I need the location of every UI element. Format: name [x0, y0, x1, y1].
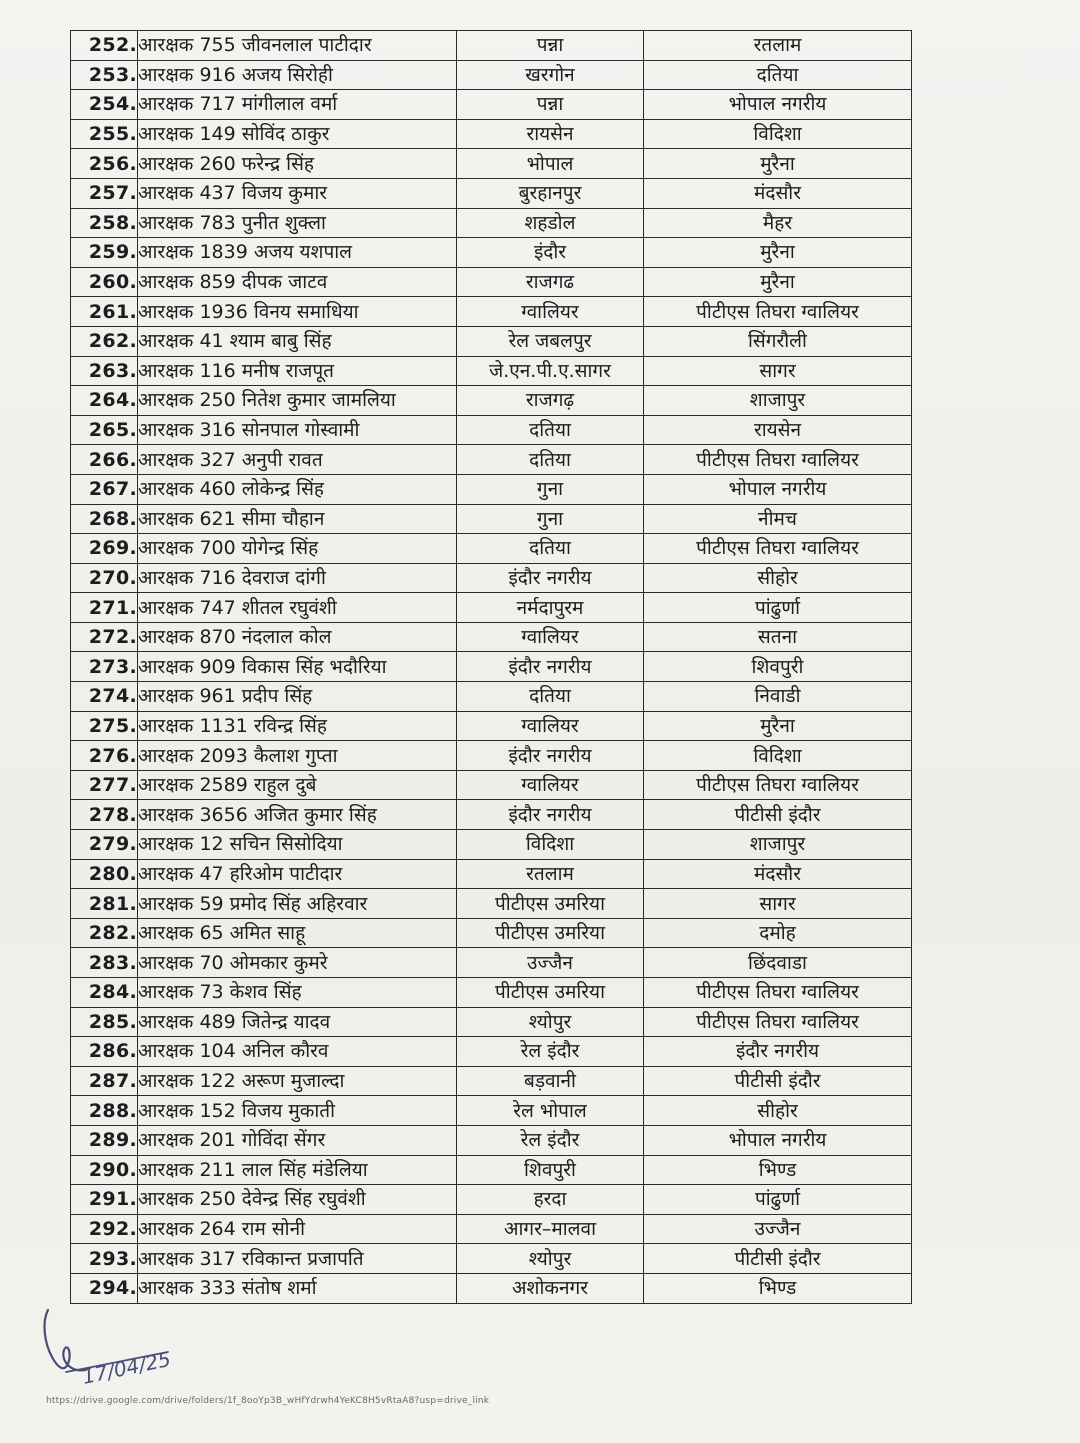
from-location: ग्वालियर — [457, 711, 644, 741]
serial-number: 290. — [71, 1155, 138, 1185]
from-location: रेल इंदौर — [457, 1125, 644, 1155]
to-location: मुरैना — [644, 267, 912, 297]
to-location: पांढुर्णा — [644, 1185, 912, 1215]
constable-name: आरक्षक 460 लोकेन्द्र सिंह — [138, 474, 457, 504]
table-row — [71, 60, 912, 90]
serial-number: 278. — [71, 800, 138, 830]
table-row — [71, 652, 912, 682]
table-row — [71, 741, 912, 771]
to-location: सीहोर — [644, 1096, 912, 1126]
serial-number: 293. — [71, 1244, 138, 1274]
table-row — [71, 1007, 912, 1037]
constable-name: आरक्षक 716 देवराज दांगी — [138, 563, 457, 593]
serial-number: 276. — [71, 741, 138, 771]
from-location: शहडोल — [457, 208, 644, 238]
serial-number: 294. — [71, 1273, 138, 1303]
footer-url: https://drive.google.com/drive/folders/1f_8ooYp3B_wHfYdrwh4YeKC8H5vRtaA8?usp=drive_link — [46, 1396, 490, 1406]
to-location: शिवपुरी — [644, 652, 912, 682]
serial-number: 261. — [71, 297, 138, 327]
constable-name: आरक्षक 211 लाल सिंह मंडेलिया — [138, 1155, 457, 1185]
from-location: दतिया — [457, 415, 644, 445]
to-location: पीटीसी इंदौर — [644, 1244, 912, 1274]
table-row — [71, 830, 912, 860]
constable-name: आरक्षक 264 राम सोनी — [138, 1214, 457, 1244]
constable-name: आरक्षक 250 देवेन्द्र सिंह रघुवंशी — [138, 1185, 457, 1215]
from-location: रेल जबलपुर — [457, 326, 644, 356]
serial-number: 257. — [71, 178, 138, 208]
constable-name: आरक्षक 870 नंदलाल कोल — [138, 622, 457, 652]
constable-name: आरक्षक 333 संतोष शर्मा — [138, 1273, 457, 1303]
from-location: रायसेन — [457, 119, 644, 149]
from-location: रतलाम — [457, 859, 644, 889]
to-location: रायसेन — [644, 415, 912, 445]
to-location: पीटीसी इंदौर — [644, 800, 912, 830]
from-location: पीटीएस उमरिया — [457, 978, 644, 1008]
from-location: इंदौर नगरीय — [457, 800, 644, 830]
serial-number: 258. — [71, 208, 138, 238]
serial-number: 269. — [71, 534, 138, 564]
serial-number: 256. — [71, 149, 138, 179]
serial-number: 292. — [71, 1214, 138, 1244]
from-location: इंदौर नगरीय — [457, 741, 644, 771]
from-location: रेल भोपाल — [457, 1096, 644, 1126]
serial-number: 264. — [71, 386, 138, 416]
table-row — [71, 386, 912, 416]
constable-name: आरक्षक 621 सीमा चौहान — [138, 504, 457, 534]
from-location: राजगढ़ — [457, 386, 644, 416]
from-location: इंदौर — [457, 238, 644, 268]
serial-number: 263. — [71, 356, 138, 386]
from-location: बुरहानपुर — [457, 178, 644, 208]
to-location: मैहर — [644, 208, 912, 238]
from-location: इंदौर नगरीय — [457, 563, 644, 593]
from-location: उज्जैन — [457, 948, 644, 978]
from-location: दतिया — [457, 682, 644, 712]
constable-name: आरक्षक 316 सोनपाल गोस्वामी — [138, 415, 457, 445]
from-location: शिवपुरी — [457, 1155, 644, 1185]
constable-name: आरक्षक 149 सोविंद ठाकुर — [138, 119, 457, 149]
to-location: पीटीएस तिघरा ग्वालियर — [644, 770, 912, 800]
constable-name: आरक्षक 70 ओमकार कुमरे — [138, 948, 457, 978]
table-row — [71, 948, 912, 978]
from-location: ग्वालियर — [457, 297, 644, 327]
serial-number: 287. — [71, 1066, 138, 1096]
serial-number: 283. — [71, 948, 138, 978]
serial-number: 253. — [71, 60, 138, 90]
serial-number: 273. — [71, 652, 138, 682]
table-row — [71, 90, 912, 120]
table-row — [71, 682, 912, 712]
table-row — [71, 1155, 912, 1185]
from-location: दतिया — [457, 534, 644, 564]
constable-name: आरक्षक 122 अरूण मुजाल्दा — [138, 1066, 457, 1096]
table-row — [71, 31, 912, 61]
from-location: इंदौर नगरीय — [457, 652, 644, 682]
to-location: भिण्ड — [644, 1273, 912, 1303]
constable-name: आरक्षक 59 प्रमोद सिंह अहिरवार — [138, 889, 457, 919]
to-location: भोपाल नगरीय — [644, 1125, 912, 1155]
constable-name: आरक्षक 783 पुनीत शुक्ला — [138, 208, 457, 238]
to-location: शाजापुर — [644, 386, 912, 416]
table-row — [71, 119, 912, 149]
to-location: भोपाल नगरीय — [644, 90, 912, 120]
serial-number: 275. — [71, 711, 138, 741]
constable-name: आरक्षक 2589 राहुल दुबे — [138, 770, 457, 800]
serial-number: 280. — [71, 859, 138, 889]
to-location: पीटीएस तिघरा ग्वालियर — [644, 1007, 912, 1037]
to-location: सतना — [644, 622, 912, 652]
table-row — [71, 178, 912, 208]
to-location: छिंदवाडा — [644, 948, 912, 978]
serial-number: 260. — [71, 267, 138, 297]
constable-name: आरक्षक 755 जीवनलाल पाटीदार — [138, 31, 457, 61]
table-row — [71, 1096, 912, 1126]
table-row — [71, 534, 912, 564]
constable-name: आरक्षक 1839 अजय यशपाल — [138, 238, 457, 268]
serial-number: 286. — [71, 1037, 138, 1067]
constable-name: आरक्षक 250 नितेश कुमार जामलिया — [138, 386, 457, 416]
to-location: दमोह — [644, 918, 912, 948]
table-row — [71, 356, 912, 386]
constable-name: आरक्षक 916 अजय सिरोही — [138, 60, 457, 90]
serial-number: 255. — [71, 119, 138, 149]
constable-name: आरक्षक 327 अनुपी रावत — [138, 445, 457, 475]
table-row — [71, 889, 912, 919]
from-location: राजगढ — [457, 267, 644, 297]
constable-name: आरक्षक 961 प्रदीप सिंह — [138, 682, 457, 712]
serial-number: 285. — [71, 1007, 138, 1037]
table-row — [71, 1125, 912, 1155]
table-row — [71, 238, 912, 268]
from-location: बड़वानी — [457, 1066, 644, 1096]
constable-name: आरक्षक 47 हरिओम पाटीदार — [138, 859, 457, 889]
table-row — [71, 297, 912, 327]
constable-name: आरक्षक 3656 अजित कुमार सिंह — [138, 800, 457, 830]
serial-number: 272. — [71, 622, 138, 652]
serial-number: 271. — [71, 593, 138, 623]
to-location: विदिशा — [644, 119, 912, 149]
table-row — [71, 1066, 912, 1096]
table-row — [71, 1214, 912, 1244]
to-location: सागर — [644, 356, 912, 386]
transfer-table — [70, 30, 912, 1304]
table-row — [71, 711, 912, 741]
table-row — [71, 770, 912, 800]
to-location: मुरैना — [644, 238, 912, 268]
serial-number: 284. — [71, 978, 138, 1008]
table-row — [71, 800, 912, 830]
constable-name: आरक्षक 104 अनिल कौरव — [138, 1037, 457, 1067]
table-row — [71, 1185, 912, 1215]
table-row — [71, 918, 912, 948]
from-location: अशोकनगर — [457, 1273, 644, 1303]
to-location: निवाडी — [644, 682, 912, 712]
from-location: आगर–मालवा — [457, 1214, 644, 1244]
table-row — [71, 326, 912, 356]
to-location: पीटीसी इंदौर — [644, 1066, 912, 1096]
constable-name: आरक्षक 717 मांगीलाल वर्मा — [138, 90, 457, 120]
to-location: पीटीएस तिघरा ग्वालियर — [644, 297, 912, 327]
from-location: भोपाल — [457, 149, 644, 179]
to-location: मुरैना — [644, 149, 912, 179]
to-location: मंदसौर — [644, 178, 912, 208]
to-location: पीटीएस तिघरा ग्वालियर — [644, 978, 912, 1008]
from-location: पीटीएस उमरिया — [457, 889, 644, 919]
to-location: सिंगरौली — [644, 326, 912, 356]
constable-name: आरक्षक 437 विजय कुमार — [138, 178, 457, 208]
from-location: दतिया — [457, 445, 644, 475]
to-location: भिण्ड — [644, 1155, 912, 1185]
table-row — [71, 149, 912, 179]
table-row — [71, 267, 912, 297]
to-location: मंदसौर — [644, 859, 912, 889]
from-location: ग्वालियर — [457, 622, 644, 652]
serial-number: 270. — [71, 563, 138, 593]
to-location: भोपाल नगरीय — [644, 474, 912, 504]
constable-name: आरक्षक 489 जितेन्द्र यादव — [138, 1007, 457, 1037]
serial-number: 282. — [71, 918, 138, 948]
table-row — [71, 1037, 912, 1067]
from-location: नर्मदापुरम — [457, 593, 644, 623]
serial-number: 274. — [71, 682, 138, 712]
table-row — [71, 474, 912, 504]
from-location: जे.एन.पी.ए.सागर — [457, 356, 644, 386]
serial-number: 267. — [71, 474, 138, 504]
constable-name: आरक्षक 700 योगेन्द्र सिंह — [138, 534, 457, 564]
serial-number: 252. — [71, 31, 138, 61]
serial-number: 266. — [71, 445, 138, 475]
to-location: नीमच — [644, 504, 912, 534]
table-row — [71, 859, 912, 889]
serial-number: 281. — [71, 889, 138, 919]
serial-number: 288. — [71, 1096, 138, 1126]
serial-number: 277. — [71, 770, 138, 800]
constable-name: आरक्षक 12 सचिन सिसोदिया — [138, 830, 457, 860]
to-location: उज्जैन — [644, 1214, 912, 1244]
constable-name: आरक्षक 260 फरेन्द्र सिंह — [138, 149, 457, 179]
table-row — [71, 593, 912, 623]
constable-name: आरक्षक 65 अमित साहू — [138, 918, 457, 948]
constable-name: आरक्षक 859 दीपक जाटव — [138, 267, 457, 297]
to-location: रतलाम — [644, 31, 912, 61]
to-location: पीटीएस तिघरा ग्वालियर — [644, 445, 912, 475]
to-location: सागर — [644, 889, 912, 919]
table-row — [71, 978, 912, 1008]
to-location: दतिया — [644, 60, 912, 90]
to-location: इंदौर नगरीय — [644, 1037, 912, 1067]
to-location: सीहोर — [644, 563, 912, 593]
from-location: गुना — [457, 504, 644, 534]
serial-number: 279. — [71, 830, 138, 860]
table-row — [71, 563, 912, 593]
to-location: पांढुर्णा — [644, 593, 912, 623]
table-row — [71, 622, 912, 652]
from-location: विदिशा — [457, 830, 644, 860]
serial-number: 259. — [71, 238, 138, 268]
from-location: पन्ना — [457, 90, 644, 120]
from-location: पन्ना — [457, 31, 644, 61]
constable-name: आरक्षक 152 विजय मुकाती — [138, 1096, 457, 1126]
to-location: पीटीएस तिघरा ग्वालियर — [644, 534, 912, 564]
svg-text:17/04/25: 17/04/25 — [80, 1346, 173, 1389]
serial-number: 268. — [71, 504, 138, 534]
constable-name: आरक्षक 73 केशव सिंह — [138, 978, 457, 1008]
from-location: पीटीएस उमरिया — [457, 918, 644, 948]
constable-name: आरक्षक 1936 विनय समाधिया — [138, 297, 457, 327]
table-row — [71, 1273, 912, 1303]
from-location: ग्वालियर — [457, 770, 644, 800]
constable-name: आरक्षक 201 गोविंदा सेंगर — [138, 1125, 457, 1155]
from-location: रेल इंदौर — [457, 1037, 644, 1067]
from-location: श्योपुर — [457, 1244, 644, 1274]
constable-name: आरक्षक 116 मनीष राजपूत — [138, 356, 457, 386]
from-location: श्योपुर — [457, 1007, 644, 1037]
serial-number: 265. — [71, 415, 138, 445]
constable-name: आरक्षक 317 रविकान्त प्रजापति — [138, 1244, 457, 1274]
from-location: खरगोन — [457, 60, 644, 90]
serial-number: 262. — [71, 326, 138, 356]
to-location: विदिशा — [644, 741, 912, 771]
constable-name: आरक्षक 909 विकास सिंह भदौरिया — [138, 652, 457, 682]
from-location: हरदा — [457, 1185, 644, 1215]
to-location: मुरैना — [644, 711, 912, 741]
table-row — [71, 208, 912, 238]
handwritten-signature — [38, 1302, 188, 1392]
constable-name: आरक्षक 747 शीतल रघुवंशी — [138, 593, 457, 623]
constable-name: आरक्षक 41 श्याम बाबु सिंह — [138, 326, 457, 356]
table-row — [71, 504, 912, 534]
serial-number: 291. — [71, 1185, 138, 1215]
from-location: गुना — [457, 474, 644, 504]
table-row — [71, 1244, 912, 1274]
constable-name: आरक्षक 1131 रविन्द्र सिंह — [138, 711, 457, 741]
transfer-table-body — [71, 31, 912, 1304]
serial-number: 254. — [71, 90, 138, 120]
constable-name: आरक्षक 2093 कैलाश गुप्ता — [138, 741, 457, 771]
table-row — [71, 415, 912, 445]
table-row — [71, 445, 912, 475]
serial-number: 289. — [71, 1125, 138, 1155]
to-location: शाजापुर — [644, 830, 912, 860]
